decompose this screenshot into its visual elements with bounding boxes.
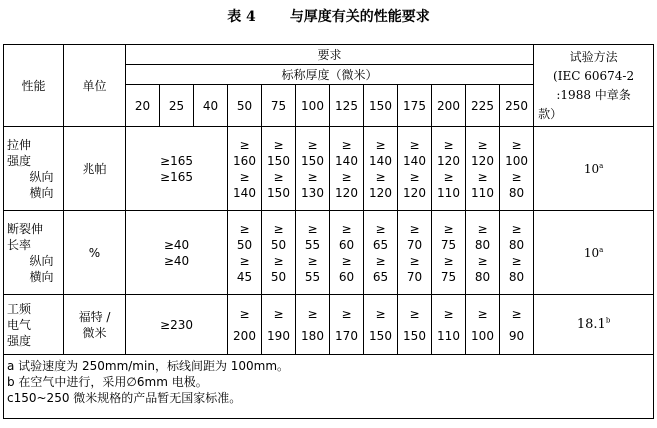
value-cell: ≥ 190 [262,295,296,355]
value-cell: ≥ 65 ≥ 65 [364,211,398,295]
value-cell: ≥ 200 [228,295,262,355]
thickness-100: 100 [296,85,330,127]
thickness-225: 225 [466,85,500,127]
header-method-line2: (IEC 60674-2 [553,68,635,83]
header-nominal-thickness: 标称厚度（微米） [126,65,534,85]
header-method-line3: :1988 中章条 [556,87,631,102]
thickness-150: 150 [364,85,398,127]
thickness-250: 250 [500,85,534,127]
thickness-200: 200 [432,85,466,127]
value-cell: ≥ 60 ≥ 60 [330,211,364,295]
method-tensile: 10$^a$ [534,127,654,211]
row-name-tensile: 拉伸 强度 纵向 横向 [4,127,64,211]
value-cell: ≥ 80 ≥ 80 [500,211,534,295]
table-row [4,295,654,355]
note-c: c150~250 微米规格的产品暂无国家标准。 [7,391,242,405]
value-cell: ≥ 120 ≥ 110 [466,127,500,211]
value-cell: ≥ 100 ≥ 80 [500,127,534,211]
value-cell: ≥ 140 ≥ 120 [364,127,398,211]
small-range-tensile: ≥165 ≥165 [126,127,228,211]
value-cell: ≥ 180 [296,295,330,355]
table-number: 表 4 [227,9,256,25]
header-unit: 单位 [64,45,126,127]
thickness-175: 175 [398,85,432,127]
small-range-dielectric: ≥230 [126,295,228,355]
row-unit-elongation: % [64,211,126,295]
thickness-75: 75 [262,85,296,127]
value-cell: ≥ 110 [432,295,466,355]
value-cell: ≥ 150 ≥ 150 [262,127,296,211]
small-range-elongation: ≥40 ≥40 [126,211,228,295]
row-name-dielectric: 工频 电气 强度 [4,295,64,355]
value-cell: ≥ 140 ≥ 120 [398,127,432,211]
value-cell: ≥ 160 ≥ 140 [228,127,262,211]
value-cell: ≥ 75 ≥ 75 [432,211,466,295]
note-b: b 在空气中进行，采用∅6mm 电极。 [7,375,208,389]
thickness-50: 50 [228,85,262,127]
thickness-25: 25 [160,85,194,127]
requirements-table [3,44,654,419]
header-requirement: 要求 [126,45,534,65]
method-dielectric: 18.1$^b$ [534,295,654,355]
table-notes [4,355,654,419]
thickness-125: 125 [330,85,364,127]
table-row [4,211,654,295]
value-cell: ≥ 100 [466,295,500,355]
value-cell: ≥ 70 ≥ 70 [398,211,432,295]
header-method-line4: 款） [538,106,563,121]
value-cell: ≥ 150 [398,295,432,355]
row-name-elongation: 断裂伸 长率 纵向 横向 [4,211,64,295]
value-cell: ≥ 50 ≥ 50 [262,211,296,295]
value-cell: ≥ 150 ≥ 130 [296,127,330,211]
row-unit-tensile: 兆帕 [64,127,126,211]
header-method-line1: 试验方法 [569,49,618,64]
table-title [0,6,657,28]
value-cell: ≥ 150 [364,295,398,355]
thickness-20: 20 [126,85,160,127]
table-caption: 与厚度有关的性能要求 [289,9,430,25]
value-cell: ≥ 50 ≥ 45 [228,211,262,295]
value-cell: ≥ 55 ≥ 55 [296,211,330,295]
method-elongation: 10$^a$ [534,211,654,295]
table-row [4,127,654,211]
value-cell: ≥ 120 ≥ 110 [432,127,466,211]
value-cell: ≥ 170 [330,295,364,355]
note-a: a 试验速度为 250mm/min，标线间距为 100mm。 [7,359,290,373]
value-cell: ≥ 80 ≥ 80 [466,211,500,295]
row-unit-dielectric: 福特 / 微米 [64,295,126,355]
header-property: 性能 [4,45,64,127]
value-cell: ≥ 140 ≥ 120 [330,127,364,211]
thickness-40: 40 [194,85,228,127]
header-method [534,45,654,127]
value-cell: ≥ 90 [500,295,534,355]
